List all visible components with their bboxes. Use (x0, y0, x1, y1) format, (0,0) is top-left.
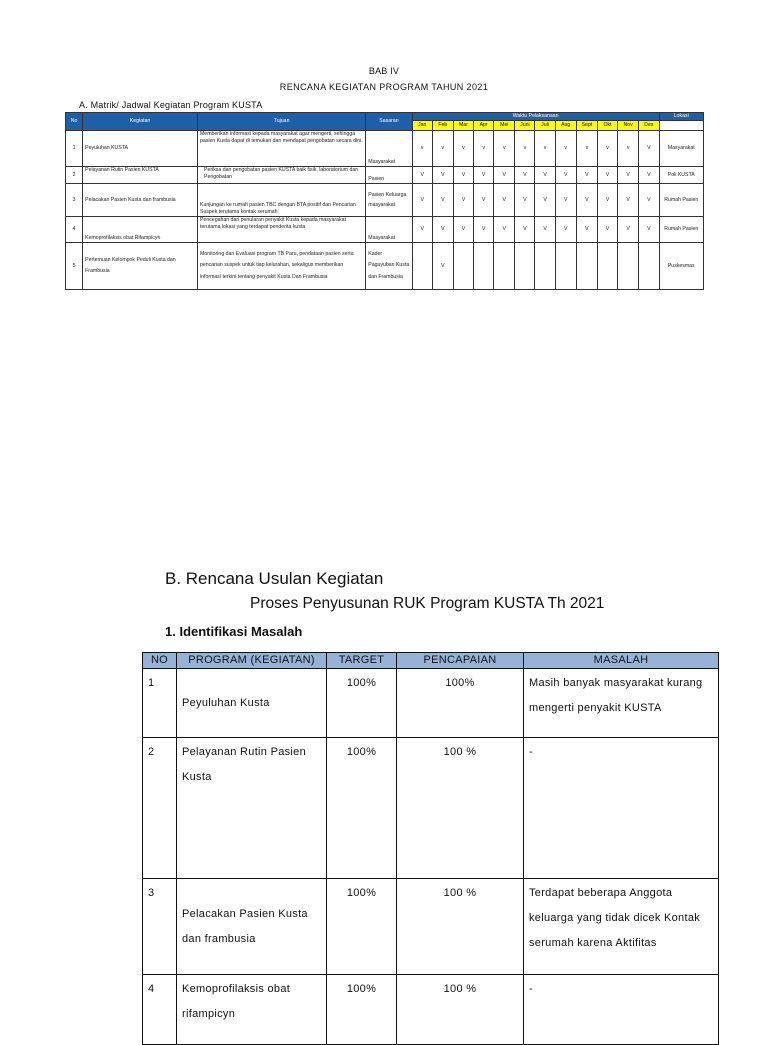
row-mark: V (494, 167, 515, 184)
month-header: Jan (412, 121, 432, 131)
row-pencapaian: 100 % (397, 738, 524, 879)
row-program: Peyuluhan Kusta (177, 669, 327, 738)
row-program: Kemoprofilaksis obat rifampicyn (177, 975, 327, 1045)
row-mark: V (618, 184, 639, 217)
row-mark: V (576, 217, 597, 243)
row-mark: v (555, 131, 576, 167)
row-mark: V (639, 184, 659, 217)
row-lokasi: Masyarakat (659, 131, 703, 167)
row-mark: v (494, 131, 515, 167)
month-header: Aug (555, 121, 576, 131)
row-mark: V (597, 217, 617, 243)
row-mark: V (515, 167, 535, 184)
row-mark: V (639, 131, 659, 167)
row-mark (474, 243, 494, 290)
row-mark: V (432, 243, 453, 290)
header-pencapaian: PENCAPAIAN (397, 653, 524, 669)
row-sasaran: Masyarakat (366, 131, 412, 167)
section-a-heading: A. Matrik/ Jadwal Kegiatan Program KUSTA (79, 100, 263, 110)
row-mark: v (515, 131, 535, 167)
row-sasaran: Kader Paguyuban Kusta dan Frambusia (366, 243, 412, 290)
row-mark (515, 243, 535, 290)
row-mark: V (618, 217, 639, 243)
row-pencapaian: 100 % (397, 975, 524, 1045)
row-mark: V (474, 217, 494, 243)
row-mark: V (597, 167, 617, 184)
month-header: Juni (515, 121, 535, 131)
row-mark: V (555, 167, 576, 184)
schedule-matrix-table (65, 112, 704, 290)
table-row (143, 879, 719, 975)
row-mark: V (576, 167, 597, 184)
row-mark: V (432, 217, 453, 243)
row-pencapaian: 100 % (397, 879, 524, 975)
row-no: 2 (143, 738, 177, 879)
row-target: 100% (327, 879, 397, 975)
month-header: Mar (453, 121, 473, 131)
chapter-title: BAB IV (368, 66, 400, 76)
row-lokasi: Puskesmas (659, 243, 703, 290)
row-no: 3 (66, 184, 83, 217)
table-row (143, 738, 719, 879)
row-tujuan: Pencegahan dari penularan penyakit Kusta kepada masyarakat terutama lokasi yang terdapat penderita kusta (197, 217, 365, 243)
document-title: RENCANA KEGIATAN PROGRAM TAHUN 2021 (279, 82, 489, 92)
row-mark: V (515, 184, 535, 217)
row-sasaran: Masyarakat (366, 217, 412, 243)
row-mark: V (412, 217, 432, 243)
row-mark (618, 243, 639, 290)
row-masalah: Masih banyak masyarakat kurang mengerti penyakit KUSTA (524, 669, 719, 738)
row-no: 2 (66, 167, 83, 184)
row-no: 3 (143, 879, 177, 975)
row-mark: V (639, 217, 659, 243)
row-mark (597, 243, 617, 290)
row-mark: V (597, 184, 617, 217)
row-mark (576, 243, 597, 290)
row-masalah: Terdapat beberapa Anggota keluarga yang tidak dicek Kontak serumah karena Aktifitas (524, 879, 719, 975)
row-target: 100% (327, 738, 397, 879)
section-b-subtitle: Proses Penyusunan RUK Program KUSTA Th 2021 (250, 595, 605, 612)
row-mark: V (576, 184, 597, 217)
row-mark: V (535, 184, 555, 217)
row-target: 100% (327, 975, 397, 1045)
table-row (66, 167, 704, 184)
row-mark: V (412, 184, 432, 217)
row-program: Pelayanan Rutin Pasien Kusta (177, 738, 327, 879)
table-row (66, 243, 704, 290)
row-mark: V (412, 167, 432, 184)
row-lokasi: Rumah Pasien (659, 184, 703, 217)
row-tujuan: Periksa dan pengobatan pasien KUSTA baik fisik, laboratorium dan Pengobatan (197, 167, 365, 184)
section-b-heading: B. Rencana Usulan Kegiatan (165, 569, 384, 588)
row-mark (535, 243, 555, 290)
row-target: 100% (327, 669, 397, 738)
month-header: Mei (494, 121, 515, 131)
month-header: Juli (535, 121, 555, 131)
row-mark: V (453, 184, 473, 217)
row-mark: V (494, 184, 515, 217)
identifikasi-heading: 1. Identifikasi Masalah (165, 624, 303, 639)
row-no: 4 (66, 217, 83, 243)
row-mark: v (618, 131, 639, 167)
row-mark: V (432, 167, 453, 184)
row-mark: V (494, 217, 515, 243)
row-mark: v (576, 131, 597, 167)
row-kegiatan: Pelayanan Rutin Pasien KUSTA (83, 167, 198, 184)
header-target: TARGET (327, 653, 397, 669)
row-mark: V (535, 167, 555, 184)
row-mark: V (618, 167, 639, 184)
month-header: Okt (597, 121, 617, 131)
row-no: 1 (143, 669, 177, 738)
table-row (66, 184, 704, 217)
row-mark: V (432, 184, 453, 217)
row-mark: v (432, 131, 453, 167)
row-lokasi: Poli KUSTA (659, 167, 703, 184)
row-mark (453, 243, 473, 290)
header-no: NO (143, 653, 177, 669)
month-header: Feb (432, 121, 453, 131)
header-no: No (66, 113, 83, 131)
row-kegiatan: Pelacakan Pasien Kusta dan frambusia (83, 184, 198, 217)
row-mark: V (639, 167, 659, 184)
row-masalah: - (524, 738, 719, 879)
header-program: PROGRAM (KEGIATAN) (177, 653, 327, 669)
row-mark: V (535, 217, 555, 243)
row-mark: V (474, 184, 494, 217)
row-no: 1 (66, 131, 83, 167)
row-mark: V (555, 217, 576, 243)
table-header-row (143, 653, 719, 669)
row-mark: v (535, 131, 555, 167)
row-tujuan: Kunjungan ke rumah pasien TBC dengan BTA positif dan Pencarian Suspek terutama kontak serumah (197, 184, 365, 217)
table-row (143, 669, 719, 738)
header-kegiatan: Kegiatan (83, 113, 198, 131)
row-mark: V (515, 217, 535, 243)
row-mark: V (555, 184, 576, 217)
month-header: Sept (576, 121, 597, 131)
month-header: Nov (618, 121, 639, 131)
row-lokasi: Rumah Pasien (659, 217, 703, 243)
row-mark (639, 243, 659, 290)
row-mark: V (453, 167, 473, 184)
table-row (143, 975, 719, 1045)
table-row (66, 131, 704, 167)
lokasi-header-spacer (659, 121, 703, 131)
row-kegiatan: Peyuluhan KUSTA (83, 131, 198, 167)
header-waktu-pelaksanaan: Waktu Pelaksanaan (412, 113, 659, 121)
row-kegiatan: Kemoprofilaksis obat Rifampicyn (83, 217, 198, 243)
month-header: Apr (474, 121, 494, 131)
header-sasaran: Sasaran (366, 113, 412, 131)
row-no: 4 (143, 975, 177, 1045)
row-pencapaian: 100% (397, 669, 524, 738)
row-mark: v (474, 131, 494, 167)
header-lokasi: Lokasi (659, 113, 703, 121)
table-row (66, 217, 704, 243)
identifikasi-masalah-table (142, 652, 719, 1045)
row-tujuan: Monitoring dan Evaluasi program TB Paru, pendataan pasien serta pencarian suspek untuk tiap kelurahan, sekaligus memberikan informasi terkini tentang penyakit Kusta Dan Frambusia (197, 243, 365, 290)
row-sasaran: Pasien Keluarga masyarakat (366, 184, 412, 217)
row-tujuan: Memberikan informasi kepada masyarakat agar mengerti, sehingga pasien Kusta dapat di temukan dan mendapat pengobatan secara dini. (197, 131, 365, 167)
row-mark (555, 243, 576, 290)
header-tujuan: Tujuan (197, 113, 365, 131)
row-mark: V (453, 217, 473, 243)
row-no: 5 (66, 243, 83, 290)
row-mark (494, 243, 515, 290)
row-sasaran: Pasien (366, 167, 412, 184)
row-masalah: - (524, 975, 719, 1045)
row-mark: v (597, 131, 617, 167)
row-mark (412, 243, 432, 290)
row-mark: V (474, 167, 494, 184)
header-masalah: MASALAH (524, 653, 719, 669)
month-header: Des (639, 121, 659, 131)
row-mark: v (453, 131, 473, 167)
row-mark: v (412, 131, 432, 167)
row-kegiatan: Pertemuan Kelompok Peduli Kusta dan Frambusia (83, 243, 198, 290)
row-program: Pelacakan Pasien Kusta dan frambusia (177, 879, 327, 975)
